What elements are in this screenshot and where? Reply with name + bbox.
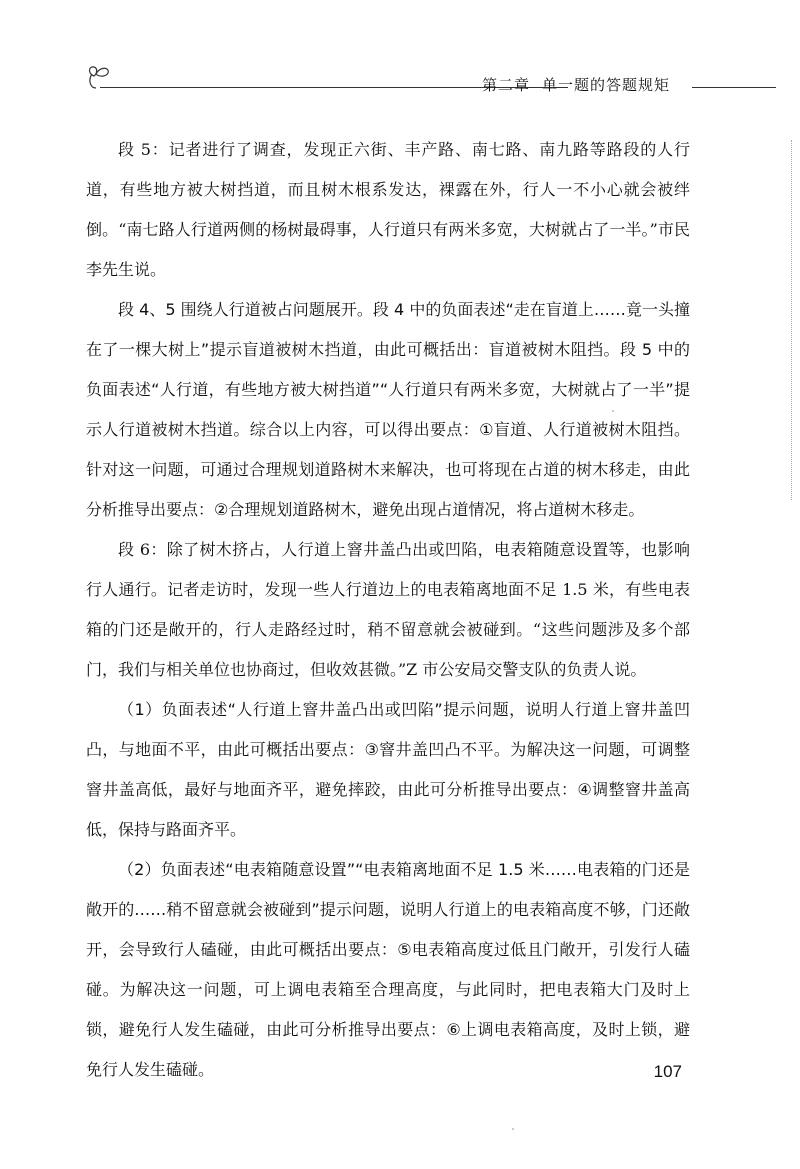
scan-edge-mark: [791, 140, 792, 500]
chapter-number: 第二章: [482, 76, 531, 94]
chapter-heading: [482, 74, 682, 95]
running-header: [86, 58, 776, 98]
header-rule-right: [692, 87, 776, 88]
paragraph-source-6: 段 6：除了树木挤占，人行道上窨井盖凸出或凹陷，电表箱随意设置等，也影响行人通行。记者走访时，发现一些人行道边上的电表箱离地面不足 1.5 米，有些电表箱的门还是敞开的，行人走路经过时，稍不留意就会被碰到。“这些问题涉及多个部门，我们与相关单位也协商过，但收效甚微。”Z 市公安局交警支队的负责人说。: [86, 540, 690, 679]
chapter-title: 单一题的答题规矩: [542, 76, 671, 94]
scan-speck: [512, 1128, 514, 1130]
page-body: [86, 130, 690, 1090]
paragraph-analysis-4-5: 段 4、5 围绕人行道被占问题展开。段 4 中的负面表述“走在盲道上……竟一头撞在了一棵大树上”提示盲道被树木挡道，由此可概括出：盲道被树木阻挡。段 5 中的负面表述“人行道，有些地方被大树挡道”“人行道只有两米多宽，大树就占了一半”提示人行道被树木挡道。综合以上内容，可以得出要点：①盲道、人行道被树木阻挡。针对这一问题，可通过合理规划道路树木来解决，也可将现在占道的树木移走，由此分析推导出要点：②合理规划道路树木，避免出现占道情况，将占道树木移走。: [86, 300, 690, 519]
page-number: 107: [653, 1062, 682, 1081]
paragraph-source-5: 段 5：记者进行了调查，发现正六街、丰产路、南七路、南九路等路段的人行道，有些地方被大树挡道，而且树木根系发达，裸露在外，行人一不小心就会被绊倒。“南七路人行道两侧的杨树最碍事，人行道只有两米多宽，大树就占了一半。”市民李先生说。: [86, 140, 690, 279]
paragraph-analysis-6-2: （2）负面表述“电表箱随意设置”“电表箱离地面不足 1.5 米……电表箱的门还是敞开的……稍不留意就会被碰到”提示问题，说明人行道上的电表箱高度不够，门还敞开，会导致行人磕碰，由此可概括出要点：⑤电表箱高度过低且门敞开，引发行人磕碰。为解决这一问题，可上调电表箱至合理高度，与此同时，把电表箱大门及时上锁，避免行人发生磕碰，由此可分析推导出要点：⑥上调电表箱高度，及时上锁，避免行人发生磕碰。: [86, 860, 690, 1079]
scan-speck: [612, 410, 614, 412]
paragraph-analysis-6-1: （1）负面表述“人行道上窨井盖凸出或凹陷”提示问题，说明人行道上窨井盖凹凸，与地面不平，由此可概括出要点：③窨井盖凹凸不平。为解决这一问题，可调整窨井盖高低，最好与地面齐平，避免摔跤，由此可分析推导出要点：④调整窨井盖高低，保持与路面齐平。: [86, 700, 690, 839]
